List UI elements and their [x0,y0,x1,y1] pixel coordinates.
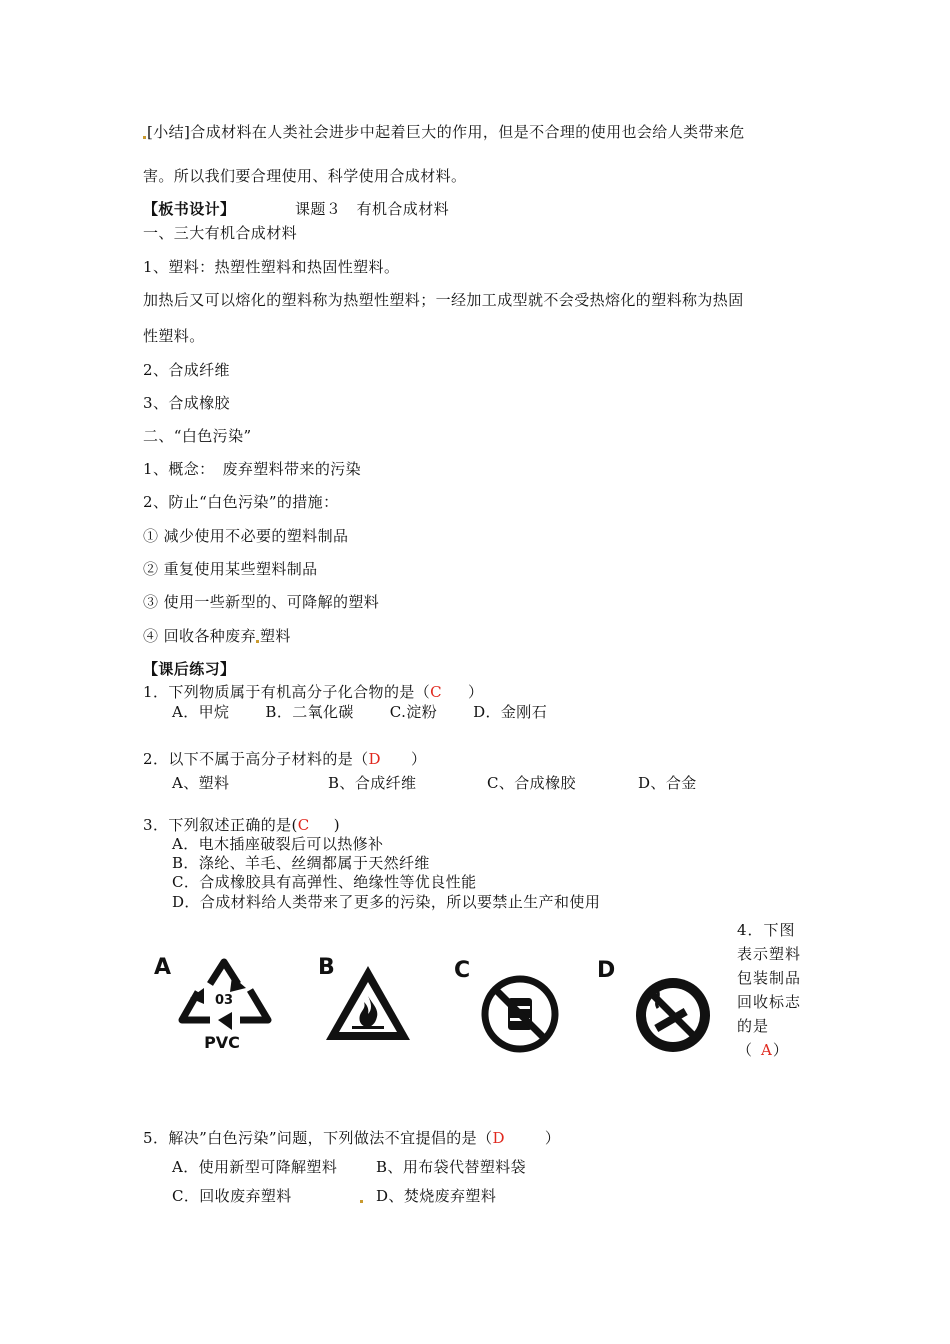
marker-dot [256,640,259,643]
measure-3: ③ 使用一些新型的、可降解的塑料 [143,593,380,611]
q3-option-b: B．涤纶、羊毛、丝绸都属于天然纤维 [172,854,430,872]
symbol-label-c: C [454,958,471,983]
plastics-desc-line-2: 性塑料。 [143,327,205,345]
q5-option-a: A．使用新型可降解塑料 [172,1158,338,1176]
answer-q5: D [492,1129,505,1147]
board-topic: 课题３ 有机合成材料 [295,200,450,218]
q2-option-a: A、塑料 [172,774,230,792]
plastics-desc-line-1: 加热后又可以熔化的塑料称为热塑性塑料；一经加工成型就不会受热熔化的塑料称为热固 [143,291,744,309]
q3-option-c: C．合成橡胶具有高弹性、绝缘性等优良性能 [172,873,477,891]
measure-1: ① 减少使用不必要的塑料制品 [143,527,349,545]
answer-q2: D [368,750,381,768]
plastics-item: 1、塑料：热塑性塑料和热固性塑料。 [143,258,400,276]
exercise-heading: 【课后练习】 [143,660,236,678]
measures-heading: 2、防止“白色污染”的措施： [143,493,339,511]
q5-option-b: B、用布袋代替塑料袋 [376,1158,527,1176]
no-smoking-icon [630,972,716,1058]
answer-q1: C [430,683,443,701]
question-4: 4．下图表示塑料包装制品回收标志的是（ A） [737,921,802,1059]
symbol-label-d: D [597,958,616,983]
answer-q3: C [297,816,310,834]
board-heading: 【板书设计】 [143,200,236,218]
no-dumping-icon [478,972,562,1056]
summary-line-2: 害。所以我们要合理使用、科学使用合成材料。 [143,167,467,185]
measure-2: ② 重复使用某些塑料制品 [143,560,318,578]
q3-option-d: D．合成材料给人类带来了更多的污染，所以要禁止生产和使用 [172,893,601,911]
symbol-label-b: B [318,955,335,980]
rubber-item: 3、合成橡胶 [143,394,230,412]
q2-option-d: D、合金 [638,774,697,792]
fiber-item: 2、合成纤维 [143,361,230,379]
q2-option-b: B、合成纤维 [328,774,417,792]
q2-option-c: C、合成橡胶 [487,774,576,792]
symbol-label-a: A [154,955,172,980]
recycle-code: 03 [214,993,234,1008]
answer-q4: A [761,1041,773,1059]
section-1-title: 一、三大有机合成材料 [143,224,298,242]
q5-option-c: C．回收废弃塑料 [172,1187,292,1205]
summary-line-1: [小结]合成材料在人类社会进步中起着巨大的作用，但是不合理的使用也会给人类带来危 [143,122,745,142]
measure-4: ④ 回收各种废弃 塑料 [143,627,291,645]
q3-option-a: A．电木插座破裂后可以热修补 [172,835,384,853]
q5-option-d: D、焚烧废弃塑料 [360,1186,496,1206]
recycle-pvc-icon [170,950,280,1050]
question-3: 3．下列叙述正确的是(C ) [143,816,340,834]
flammable-warning-icon [322,962,414,1044]
recycle-text: PVC [204,1033,240,1050]
section-2-title: 二、“白色污染” [143,427,252,445]
marker-dot [360,1200,363,1203]
question-2: 2．以下不属于高分子材料的是（D ） [143,750,427,768]
marker-dot [143,136,146,139]
question-1: 1．下列物质属于有机高分子化合物的是（C ） [143,683,484,701]
concept-item: 1、概念： 废弃塑料带来的污染 [143,460,362,478]
question-1-options: A．甲烷 B．二氧化碳 C.淀粉 D．金刚石 [172,703,548,721]
question-5: 5．解决”白色污染”问题，下列做法不宜提倡的是（D ） [143,1129,561,1147]
